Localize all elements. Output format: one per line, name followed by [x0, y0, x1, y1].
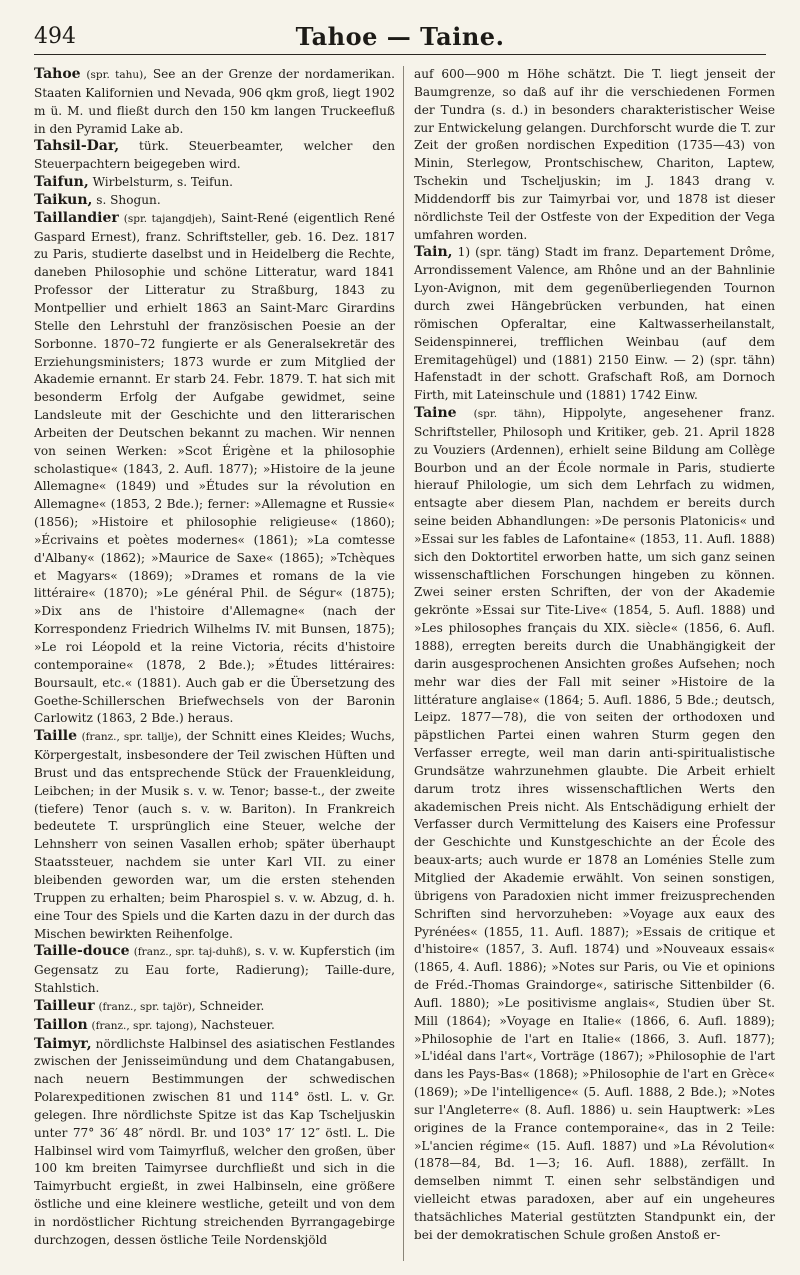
entry-pronunciation: (franz., spr. tallje) [81, 731, 178, 744]
entry-text: , Hippolyte, angesehener franz. Schriftsteller, Philosoph und Kritiker, geb. 21. April 1828 zu Vouziers (Ardennen), erhielt seine Bildung am Collège Bourbon und an der École normale in Paris, studierte hierauf Philologie, um sich dem Lehrfach zu widmen, entsagte aber diesem Plan, nachdem er bereits durch seine beiden Abhandlungen: »De personis Platonicis« und »Essai sur les fables de Lafontaine« (1853, 11. Aufl. 1888) sich den Doktortitel erworben hatte, um sich ganz seinen wissenschaftlichen Forschungen hingeben zu können. Zwei seiner ersten Schriften, der von der Akademie gekrönte »Essai sur Tite-Live« (1854, 5. Aufl. 1888) und »Les philosophes français du XIX. siècle« (1856, 6. Aufl. 1888), erregten bereits durch die Unabhängigkeit der darin ausgesprochenen Ansichten großes Aufsehen; noch mehr war dies der Fall mit seiner »Histoire de la littérature anglaise« (1864; 5. Aufl. 1886, 5 Bde.; deutsch, Leipz. 1877—78), die von seiten der orthodoxen und päpstlichen Partei einen wahren Sturm gegen den Verfasser erregte, weil man darin anti-spiritualistische Grundsätze wahrzunehmen glaubte. Die Arbeit erhielt darum trotz ihres wissenschaftlichen Werts den akademischen Preis nicht. Als Entschädigung erhielt der Verfasser durch Vermittelung des Kaisers eine Professur der Geschichte und Kunstgeschichte an der École des beaux-arts; auch wurde er 1878 an Loménies Stelle zum Mitglied der Akademie erwählt. Von seinen sonstigen, übrigens von Paradoxien nicht immer freizusprechenden Schriften sind hervorzuheben: »Voyage aux eaux des Pyrénées« (1855, 11. Aufl. 1887); »Essais de critique et d'histoire« (1857, 3. Aufl. 1874) und »Nouveaux essais« (1865, 4. Aufl. 1886); »Notes sur Paris, ou Vie et opinions de Fréd.-Thomas Graindorge«, satirische Sittenbilder (6. Aufl. 1880); »Le positivisme anglais«, Studien über St. Mill (1864); »Voyage en Italie« (1866, 6. Aufl. 1889); »Philosophie de l'art en Italie« (1866, 3. Aufl. 1877); »L'idéal dans l'art«, Vorträge (1867); »Philosophie de l'art dans les Pays-Bas« (1868); »Philosophie de l'art en Grèce« (1869); »De l'intelligence« (5. Aufl. 1888, 2 Bde.); »Notes sur l'Angleterre« (8. Aufl. 1886) u. sein Hauptwerk: »Les origines de la France contemporaine«, das in 2 Teile: »L'ancien régime« (15. Aufl. 1887) und »La Révolution« (1878—84, Bd. 1—3; 16. Aufl. 1888), zerfällt. In demselben nimmt T. einen sehr selbständigen und vielleicht etwas paradoxen, aber auf ein ungeheures thatsächliches Material gestützten Standpunkt ein, der bei der demokratischen Schule großen Anstoß er- [414, 406, 775, 1242]
entry-pronunciation: (spr. tahu) [86, 69, 144, 81]
entry-pronunciation: (spr. tähn) [473, 408, 542, 421]
entry-pronunciation: (franz., spr. tajong) [91, 1019, 194, 1032]
entry-text: , See an der Grenze der nordamerikan. Staaten Kalifornien und Nevada, 906 qkm groß, liegt 1902 m ü. M. und fließt durch den 150 km langen Truckeefluß in den Pyramid Lake ab. [34, 67, 395, 136]
dictionary-entry [34, 998, 395, 1017]
dictionary-entry [414, 244, 775, 405]
entry-text: , Nachsteuer. [193, 1017, 275, 1032]
dictionary-entry [34, 1017, 395, 1036]
dictionary-entry [34, 1036, 395, 1250]
dictionary-entry [34, 192, 395, 210]
dictionary-entry [34, 728, 395, 943]
entry-pronunciation: (franz., spr. tajör) [98, 1000, 192, 1013]
entry-text: türk. Steuerbeamter, welcher den Steuerpachtern beigegeben wird. [34, 139, 395, 172]
entry-text: s. Shogun. [92, 192, 161, 207]
entry-headword: Taille-douce [34, 943, 130, 960]
dictionary-entry [34, 66, 395, 138]
page-number: 494 [34, 24, 76, 49]
page-title: Tahoe — Taine. [295, 22, 505, 51]
entry-pronunciation: (spr. tajangdjeh) [123, 212, 213, 225]
entry-headword: Tahsil-Dar, [34, 138, 120, 155]
entry-text: , Schneider. [191, 998, 265, 1013]
column-divider [403, 66, 404, 1261]
entry-headword: Taille [34, 728, 78, 745]
dictionary-entry [34, 943, 395, 998]
entry-headword: Taillon [34, 1016, 88, 1033]
entry-text: , der Schnitt eines Kleides; Wuchs, Körpergestalt, insbesondere der Teil zwischen Hüften und Brust und das entsprechende Stück der Frauenkleidung, Leibchen; in der Musik s. v. w. Tenor; basse-t., der zweite (tiefere) Tenor (auch s. v. w. Bariton). In Frankreich bedeutete T. ursprünglich eine Steuer, welche der Lehnsherr von seinen Vasallen erhob; später überhaupt Staatssteuer, nachdem sie unter Karl VII. zu einer bleibenden geworden war, um die ersten stehenden Truppen zu erhalten; beim Pharospiel s. v. w. Abzug, d. h. eine Tour des Spiels und die Karten dazu in der durch das Mischen bewirkten Reihenfolge. [34, 729, 395, 941]
entry-text: Wirbelsturm, s. Teifun. [88, 175, 233, 190]
dictionary-entry [414, 405, 775, 1245]
entry-text: , s. v. w. Kupferstich (im Gegensatz zu Eau forte, Radierung); Taille-dure, Stahlstich. [34, 944, 395, 996]
entry-headword: Taikun, [34, 191, 93, 208]
page-header [34, 18, 766, 55]
dictionary-entry [414, 66, 775, 244]
entry-headword: Taine [414, 405, 457, 422]
entry-headword: Tain, [414, 244, 453, 261]
entry-headword: Tailleur [34, 997, 95, 1014]
right-column [414, 66, 775, 1245]
entry-text: nördlichste Halbinsel des asiatischen Festlandes zwischen der Jenisseimündung und dem Chatangabusen, nach neuern Bestimmungen der schwedischen Polarexpeditionen zwischen 81 und 114° östl. L. v. Gr. gelegen. Ihre nördlichste Spitze ist das Kap Tscheljuskin unter 77° 36′ 48″ nördl. Br. und 103° 17′ 12″ östl. L. Die Halbinsel wird vom Taimyrfluß, welcher den großen, über 100 km breiten Taimyrsee durchfließt und sich in die Taimyrbucht ergießt, in zwei Halbinseln, eine größere östliche und eine kleinere westliche, geteilt und von dem in nordöstlicher Richtung streichenden Byrrangagebirge durchzogen, dessen östliche Teile Nordenskjöld [34, 1036, 395, 1247]
dictionary-entry [34, 174, 395, 192]
entry-text: 1) (spr. täng) Stadt im franz. Departement Drôme, Arrondissement Valence, am Rhône und an der Bahnlinie Lyon-Avignon, mit dem gegenüberliegenden Tournon durch zwei Hängebrücken verbunden, hat einen römischen Opferaltar, eine Kaltwasserheilanstalt, Seidenspinnerei, trefflichen Weinbau (auf dem Eremitagehügel) und (1881) 2150 Einw. — 2) (spr. tähn) Hafenstadt in der schott. Grafschaft Roß, am Dornoch Firth, mit Lateinschule und (1881) 1742 Einw. [414, 245, 775, 403]
entry-text: auf 600—900 m Höhe schätzt. Die T. liegt jenseit der Baumgrenze, so daß auf ihr die verschiedenen Formen der Tundra (s. d.) in besonders charakteristischer Weise zur Entwickelung gelangen. Durchforscht wurde die T. zur Zeit der großen nordischen Expedition (1735—43) von Minin, Sterlegow, Prontschischew, Chariton, Laptew, Tschekin und Tscheljuskin; im J. 1843 drang v. Middendorff bis zur Taimyrbai vor, und 1878 ist dieser nördlichste Teil der Ostfeste von der Expedition der Vega umfahren worden. [414, 67, 775, 242]
entry-text: , Saint-René (eigentlich René Gaspard Ernest), franz. Schriftsteller, geb. 16. Dez. 1817 zu Paris, studierte daselbst und in Heidelberg die Rechte, daneben Philosophie und schöne Litteratur, ward 1841 Professor der Litteratur zu Straßburg, 1843 zu Montpellier und erhielt 1863 an Saint-Marc Girardins Stelle den Lehrstuhl der französischen Poesie an der Sorbonne. 1870–72 fungierte er als Generalsekretär des Erziehungsministers; 1873 wurde er zum Mitglied der Akademie ernannt. Er starb 24. Febr. 1879. T. hat sich mit besonderm Erfolg der Aufgabe gewidmet, seine Landsleute mit der Geschichte und den litterarischen Arbeiten der Deutschen bekannt zu machen. Wir nennen von seinen Werken: »Scot Érigène et la philosophie scholastique« (1843, 2. Aufl. 1877); »Histoire de la jeune Allemagne« (1849) und »Études sur la révolution en Allemagne« (1853, 2 Bde.); ferner: »Allemagne et Russie« (1856); »Histoire et philosophie religieuse« (1860); »Écrivains et poètes modernes« (1861); »La comtesse d'Albany« (1862); »Maurice de Saxe« (1865); »Tchèques et Magyars« (1869); »Drames et romans de la vie littéraire« (1870); »Le général Phil. de Ségur« (1875); »Dix ans de l'histoire d'Allemagne« (nach der Korrespondenz Friedrich Wilhelms IV. mit Bunsen, 1875); »Le roi Léopold et la reine Victoria, récits d'histoire contemporaine« (1878, 2 Bde.); »Études littéraires: Boursault, etc.« (1881). Auch gab er die Übersetzung des Goethe-Schillerschen Briefwechsels von der Baronin Carlowitz (1863, 2 Bde.) heraus. [34, 210, 395, 726]
entry-headword: Tahoe [34, 66, 81, 82]
dictionary-entry [34, 210, 395, 728]
left-column [34, 66, 395, 1250]
entry-headword: Taillandier [34, 209, 119, 226]
dictionary-entry [34, 138, 395, 174]
entry-headword: Taimyr, [34, 1035, 92, 1052]
entry-headword: Taifun, [34, 174, 89, 191]
entry-pronunciation: (franz., spr. taj-duhß) [133, 946, 248, 959]
